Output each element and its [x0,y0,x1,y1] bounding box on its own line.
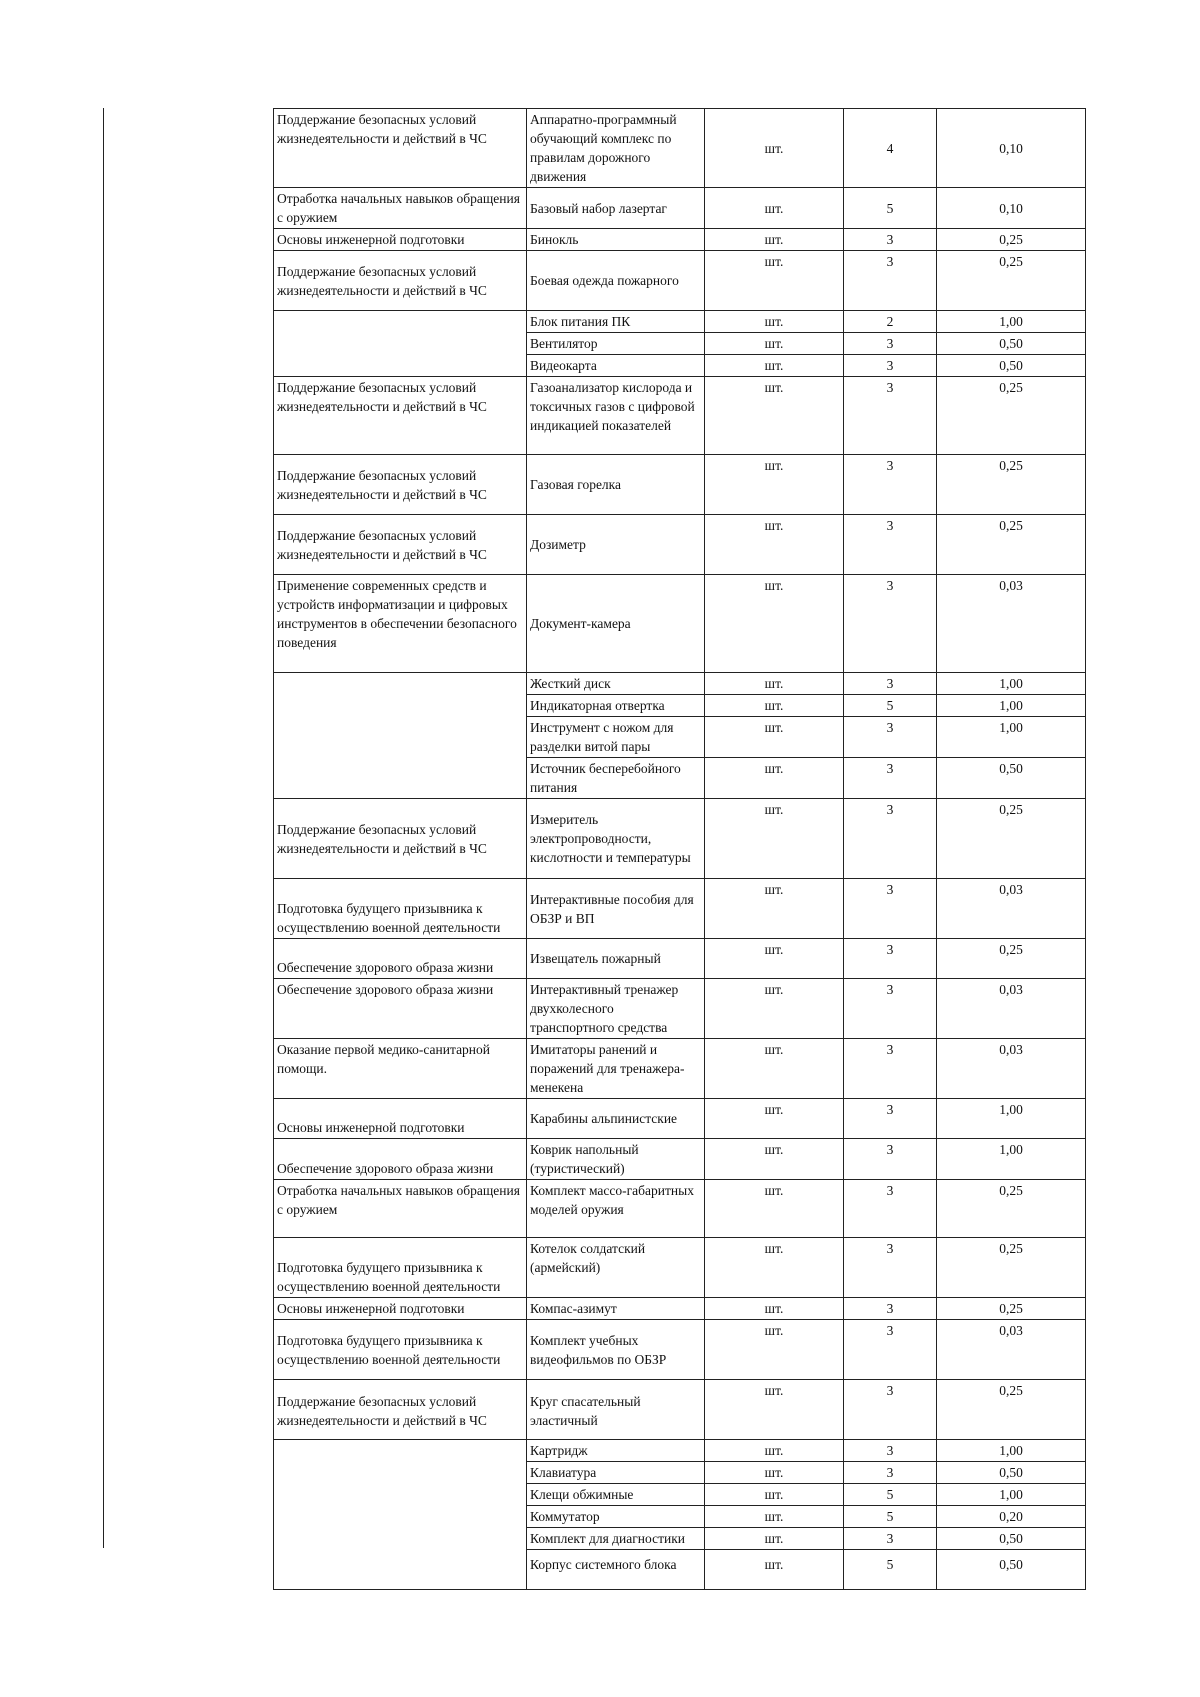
table-row [274,673,1086,695]
qty-cell: 3 [844,1298,937,1320]
unit-cell: шт. [705,455,844,515]
table-row [274,251,1086,311]
qty-cell: 3 [844,879,937,939]
item-cell: Имитаторы ранений и поражений для тренажера-менекена [527,1039,705,1099]
table-row [274,979,1086,1039]
coef-cell: 1,00 [937,673,1086,695]
qty-cell: 3 [844,979,937,1039]
coef-cell: 0,03 [937,575,1086,673]
table-row [274,1039,1086,1099]
table-row [274,1180,1086,1238]
equipment-table [273,108,1086,1590]
item-cell: Жесткий диск [527,673,705,695]
item-cell: Инструмент с ножом для разделки витой пары [527,717,705,758]
table-row [274,799,1086,879]
unit-cell: шт. [705,1380,844,1440]
unit-cell: шт. [705,695,844,717]
table-row [274,575,1086,673]
qty-cell: 3 [844,229,937,251]
table-row [274,455,1086,515]
qty-cell: 3 [844,939,937,979]
item-cell: Документ-камера [527,575,705,673]
section-cell: Основы инженерной подготовки [274,1099,527,1139]
item-cell: Клещи обжимные [527,1484,705,1506]
coef-cell: 0,25 [937,515,1086,575]
item-cell: Боевая одежда пожарного [527,251,705,311]
item-cell: Круг спасательный эластичный [527,1380,705,1440]
coef-cell: 1,00 [937,1484,1086,1506]
unit-cell: шт. [705,575,844,673]
item-cell: Коврик напольный (туристический) [527,1139,705,1180]
item-cell: Газоанализатор кислорода и токсичных газов с цифровой индикацией показателей [527,377,705,455]
table-row [274,1440,1086,1462]
unit-cell: шт. [705,717,844,758]
qty-cell: 2 [844,311,937,333]
unit-cell: шт. [705,229,844,251]
item-cell: Извещатель пожарный [527,939,705,979]
section-cell: Отработка начальных навыков обращения с оружием [274,1180,527,1238]
section-cell: Поддержание безопасных условий жизнедеятельности и действий в ЧС [274,515,527,575]
qty-cell: 3 [844,1440,937,1462]
item-cell: Аппаратно-программный обучающий комплекс по правилам дорожного движения [527,109,705,188]
coef-cell: 1,00 [937,1099,1086,1139]
item-cell: Индикаторная отвертка [527,695,705,717]
item-cell: Газовая горелка [527,455,705,515]
table-row [274,939,1086,979]
qty-cell: 3 [844,1380,937,1440]
item-cell: Коммутатор [527,1506,705,1528]
unit-cell: шт. [705,939,844,979]
coef-cell: 0,20 [937,1506,1086,1528]
item-cell: Комплект учебных видеофильмов по ОБЗР [527,1320,705,1380]
coef-cell: 0,50 [937,758,1086,799]
item-cell: Корпус системного блока [527,1550,705,1590]
unit-cell: шт. [705,1139,844,1180]
section-cell: Подготовка будущего призывника к осуществлению военной деятельности [274,1238,527,1298]
qty-cell: 5 [844,695,937,717]
table-row [274,188,1086,229]
section-cell: Поддержание безопасных условий жизнедеятельности и действий в ЧС [274,1380,527,1440]
section-cell [274,311,527,377]
unit-cell: шт. [705,1099,844,1139]
unit-cell: шт. [705,1320,844,1380]
table-row [274,879,1086,939]
qty-cell: 3 [844,1180,937,1238]
qty-cell: 3 [844,1320,937,1380]
section-cell: Подготовка будущего призывника к осуществлению военной деятельности [274,1320,527,1380]
item-cell: Базовый набор лазертаг [527,188,705,229]
coef-cell: 0,25 [937,1238,1086,1298]
coef-cell: 0,50 [937,333,1086,355]
table-row [274,1320,1086,1380]
coef-cell: 0,25 [937,1298,1086,1320]
coef-cell: 0,50 [937,1528,1086,1550]
coef-cell: 0,03 [937,1039,1086,1099]
section-cell: Основы инженерной подготовки [274,229,527,251]
coef-cell: 1,00 [937,311,1086,333]
unit-cell: шт. [705,879,844,939]
unit-cell: шт. [705,109,844,188]
item-cell: Источник бесперебойного питания [527,758,705,799]
qty-cell: 3 [844,575,937,673]
qty-cell: 3 [844,1139,937,1180]
coef-cell: 0,25 [937,939,1086,979]
coef-cell: 0,50 [937,1462,1086,1484]
table-row [274,377,1086,455]
unit-cell: шт. [705,1298,844,1320]
item-cell: Компас-азимут [527,1298,705,1320]
unit-cell: шт. [705,673,844,695]
unit-cell: шт. [705,1506,844,1528]
item-cell: Интерактивные пособия для ОБЗР и ВП [527,879,705,939]
section-cell: Обеспечение здорового образа жизни [274,1139,527,1180]
unit-cell: шт. [705,1550,844,1590]
section-cell: Отработка начальных навыков обращения с оружием [274,188,527,229]
coef-cell: 1,00 [937,1139,1086,1180]
qty-cell: 3 [844,1099,937,1139]
unit-cell: шт. [705,1180,844,1238]
coef-cell: 0,03 [937,1320,1086,1380]
unit-cell: шт. [705,979,844,1039]
qty-cell: 3 [844,758,937,799]
section-cell: Поддержание безопасных условий жизнедеятельности и действий в ЧС [274,799,527,879]
qty-cell: 3 [844,799,937,879]
qty-cell: 3 [844,355,937,377]
coef-cell: 0,25 [937,377,1086,455]
unit-cell: шт. [705,1440,844,1462]
coef-cell: 0,25 [937,229,1086,251]
coef-cell: 0,25 [937,1380,1086,1440]
table-row [274,1238,1086,1298]
table-row [274,1099,1086,1139]
unit-cell: шт. [705,311,844,333]
section-cell [274,673,527,799]
section-cell: Оказание первой медико-санитарной помощи. [274,1039,527,1099]
table-row [274,1298,1086,1320]
coef-cell: 0,10 [937,188,1086,229]
unit-cell: шт. [705,1238,844,1298]
coef-cell: 0,50 [937,1550,1086,1590]
qty-cell: 5 [844,1484,937,1506]
unit-cell: шт. [705,1039,844,1099]
section-cell: Основы инженерной подготовки [274,1298,527,1320]
item-cell: Видеокарта [527,355,705,377]
qty-cell: 3 [844,251,937,311]
unit-cell: шт. [705,1462,844,1484]
qty-cell: 3 [844,377,937,455]
item-cell: Интерактивный тренажер двухколесного транспортного средства [527,979,705,1039]
coef-cell: 0,03 [937,879,1086,939]
table-row [274,1380,1086,1440]
item-cell: Клавиатура [527,1462,705,1484]
qty-cell: 4 [844,109,937,188]
qty-cell: 3 [844,673,937,695]
unit-cell: шт. [705,1528,844,1550]
section-cell: Поддержание безопасных условий жизнедеятельности и действий в ЧС [274,109,527,188]
qty-cell: 3 [844,515,937,575]
qty-cell: 5 [844,1550,937,1590]
qty-cell: 3 [844,1238,937,1298]
qty-cell: 3 [844,455,937,515]
qty-cell: 5 [844,1506,937,1528]
section-cell: Применение современных средств и устройств информатизации и цифровых инструментов в обеспечении безопасного поведения [274,575,527,673]
item-cell: Измеритель электропроводности, кислотности и температуры [527,799,705,879]
section-cell: Поддержание безопасных условий жизнедеятельности и действий в ЧС [274,251,527,311]
table-row [274,229,1086,251]
coef-cell: 0,25 [937,1180,1086,1238]
item-cell: Котелок солдатский (армейский) [527,1238,705,1298]
item-cell: Дозиметр [527,515,705,575]
unit-cell: шт. [705,377,844,455]
qty-cell: 3 [844,717,937,758]
unit-cell: шт. [705,188,844,229]
coef-cell: 1,00 [937,1440,1086,1462]
section-cell: Обеспечение здорового образа жизни [274,939,527,979]
qty-cell: 5 [844,188,937,229]
table-row [274,515,1086,575]
coef-cell: 0,10 [937,109,1086,188]
table-row [274,311,1086,333]
section-cell [274,1440,527,1590]
item-cell: Блок питания ПК [527,311,705,333]
unit-cell: шт. [705,333,844,355]
item-cell: Бинокль [527,229,705,251]
table-row [274,1139,1086,1180]
section-cell: Обеспечение здорового образа жизни [274,979,527,1039]
coef-cell: 0,25 [937,799,1086,879]
coef-cell: 1,00 [937,695,1086,717]
item-cell: Вентилятор [527,333,705,355]
unit-cell: шт. [705,515,844,575]
item-cell: Комплект для диагностики [527,1528,705,1550]
item-cell: Карабины альпинистские [527,1099,705,1139]
qty-cell: 3 [844,1039,937,1099]
unit-cell: шт. [705,799,844,879]
page-left-rule [103,108,104,1548]
table-row [274,109,1086,188]
qty-cell: 3 [844,1528,937,1550]
unit-cell: шт. [705,1484,844,1506]
section-cell: Поддержание безопасных условий жизнедеятельности и действий в ЧС [274,377,527,455]
coef-cell: 0,03 [937,979,1086,1039]
coef-cell: 0,25 [937,251,1086,311]
unit-cell: шт. [705,758,844,799]
unit-cell: шт. [705,355,844,377]
coef-cell: 1,00 [937,717,1086,758]
item-cell: Комплект массо-габаритных моделей оружия [527,1180,705,1238]
item-cell: Картридж [527,1440,705,1462]
coef-cell: 0,25 [937,455,1086,515]
section-cell: Поддержание безопасных условий жизнедеятельности и действий в ЧС [274,455,527,515]
qty-cell: 3 [844,1462,937,1484]
section-cell: Подготовка будущего призывника к осуществлению военной деятельности [274,879,527,939]
coef-cell: 0,50 [937,355,1086,377]
qty-cell: 3 [844,333,937,355]
unit-cell: шт. [705,251,844,311]
